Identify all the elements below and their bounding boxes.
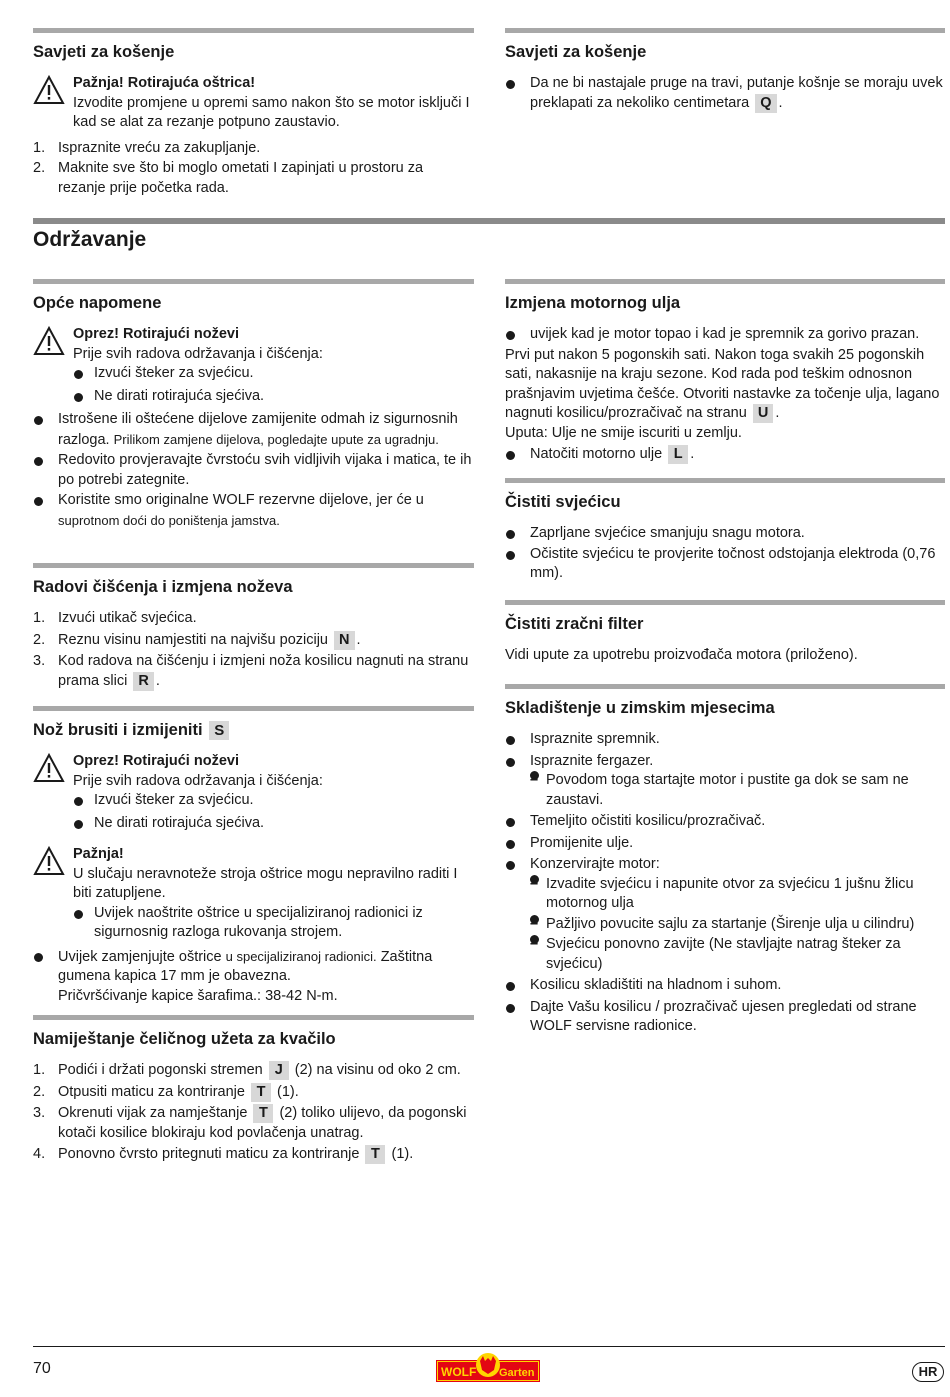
step-text: Izvući utikač svjećica. <box>58 610 197 626</box>
step-text: Otpusiti maticu za kontriranje <box>58 1083 245 1100</box>
section-title: Čistiti svjećicu <box>505 493 621 511</box>
bullet-text: Natočiti motorno ulje <box>530 446 663 462</box>
step-text: Ispraznite vreću za zakupljanje. <box>58 139 261 156</box>
figure-tag: U <box>753 404 773 423</box>
warning-icon <box>33 846 65 876</box>
list-item <box>505 445 945 465</box>
section-title: Skladištenje u zimskim mjesecima <box>505 699 775 717</box>
step-number: 1. <box>33 139 46 156</box>
step-text: Okrenuti vijak za namještanje <box>58 1105 248 1121</box>
figure-tag: T <box>253 1104 273 1123</box>
bullet-text: Konzervirajte motor: <box>530 856 660 872</box>
list-item: Uvijek naoštrite oštrice u specijaliziranoj radionici iz sigurnosnig razloga rukovanja strojem. <box>73 904 474 943</box>
list-item: Ispraznite spremnik. <box>505 730 945 750</box>
section-title <box>33 720 474 740</box>
section-title: Savjeti za košenje <box>33 43 175 61</box>
section-opce-napomene <box>33 279 474 532</box>
step-number: 3. <box>33 1105 46 1121</box>
warning-icon <box>33 75 65 105</box>
svg-text:Garten: Garten <box>499 1367 535 1379</box>
list-item <box>33 609 474 629</box>
bullet-list <box>33 947 474 1007</box>
paragraph: Vidi upute za upotrebu proizvođača motora (priloženo). <box>505 647 858 663</box>
figure-tag: N <box>334 631 354 650</box>
steps-list <box>33 139 474 199</box>
list-item <box>33 1145 474 1165</box>
list-item: Ne dirati rotirajuća sjećiva. <box>73 814 474 834</box>
bullet-text: Pričvršćivanje kapice šarafima.: 38-42 N-m. <box>58 987 338 1004</box>
section-bar <box>33 706 474 711</box>
step-number: 2. <box>33 631 46 648</box>
bullet-list <box>33 410 474 531</box>
section-zracni-filter <box>505 600 945 666</box>
bullet-list <box>505 325 945 345</box>
section-title: Čistiti zračni filter <box>505 615 644 633</box>
warning-block <box>33 845 474 943</box>
step-text: (1). <box>277 1083 299 1100</box>
section-bar <box>33 563 474 568</box>
punctuation: . <box>778 94 783 111</box>
section-savjeti-left <box>33 28 474 199</box>
bullet-note: suprotnom doći do poništenja jamstva. <box>58 512 280 528</box>
step-text: (2) na visinu od oko 2 cm. <box>294 1062 461 1078</box>
bullet-text: Uvijek zamjenjujte oštrice <box>58 948 222 965</box>
section-bar <box>33 28 474 33</box>
section-title: Opće napomene <box>33 294 162 312</box>
step-number: 2. <box>33 160 46 176</box>
step-text: Kod radova na čišćenju i izmjeni noža kosilicu nagnuti na stranu prama slici <box>58 653 469 689</box>
list-item: Izvući šteker za svjećicu. <box>73 364 474 384</box>
section-noz-brusiti <box>33 706 474 1007</box>
warning-text: Prije svih radova održavanja i čišćenja: <box>73 772 323 789</box>
list-item <box>33 159 474 198</box>
list-item <box>33 652 474 691</box>
section-bar <box>33 1015 474 1020</box>
section-svjecicu <box>505 478 945 585</box>
figure-tag: R <box>133 672 153 691</box>
list-item: – Povodom toga startajte motor i pustite ga dok se sam ne zaustavi. <box>530 771 945 810</box>
step-number: 2. <box>33 1083 46 1100</box>
bullet-note: Prilikom zamjene dijelova, pogledajte upute za ugradnju. <box>113 431 439 447</box>
figure-tag: S <box>209 721 229 740</box>
warning-block <box>33 752 474 833</box>
svg-text:WOLF: WOLF <box>441 1365 477 1379</box>
warning-bullets <box>73 904 474 943</box>
figure-tag: T <box>251 1083 271 1102</box>
list-item: Dajte Vašu kosilicu / prozračivač ujesen pregledati od strane WOLF servisne radionice. <box>505 998 945 1037</box>
warning-title: Oprez! Rotirajući noževi <box>73 326 239 342</box>
steps-list <box>33 609 474 691</box>
section-namjestanje <box>33 1015 474 1166</box>
paragraph <box>505 346 945 424</box>
section-title: Radovi čišćenja i izmjena noževa <box>33 578 293 596</box>
step-text: (2) toliko ulijevo, da pogonski kotači kosilice blokiraju kod povlačenja unatrag. <box>58 1105 467 1141</box>
paragraph-text: Prvi put nakon 5 pogonskih sati. Nakon toga svakih 25 pogonskih sati, nakasnije na kraju sezone. Kod rada pod teškim odnosnon prašnjavim uvjetima češće. Otvoriti nastavke za točenje ulja, lagano nagnuti kosilicu/prozračivač na stranu <box>505 346 940 421</box>
step-number: 3. <box>33 653 46 669</box>
language-badge: HR <box>912 1362 944 1382</box>
section-title: Izmjena motornog ulja <box>505 294 681 312</box>
page-number: 70 <box>33 1360 51 1377</box>
footer-rule <box>33 1346 945 1347</box>
bullet-list <box>505 730 945 1037</box>
section-title: Savjeti za košenje <box>505 43 647 61</box>
list-item: Zaprljane svjećice smanjuju snagu motora. <box>505 524 945 544</box>
list-item: uvijek kad je motor topao i kad je spremnik za gorivo prazan. <box>505 325 945 345</box>
list-item: Očistite svjećicu te provjerite točnost odstojanja elektroda (0,76 mm). <box>505 545 945 584</box>
list-item <box>33 410 474 450</box>
warning-block <box>33 325 474 406</box>
list-item <box>505 752 945 811</box>
punctuation: . <box>775 405 780 421</box>
punctuation: . <box>690 446 695 462</box>
step-number: 1. <box>33 1062 46 1078</box>
warning-title: Oprez! Rotirajući noževi <box>73 753 239 769</box>
figure-tag: L <box>668 445 688 464</box>
list-item: Izvući šteker za svjećicu. <box>73 791 474 811</box>
section-bar <box>505 279 945 284</box>
list-item: Ne dirati rotirajuća sjećiva. <box>73 387 474 407</box>
section-bar <box>33 279 474 284</box>
note-text: Uputa: Ulje ne smije iscuriti u zemlju. <box>505 424 742 441</box>
figure-tag: J <box>269 1061 289 1080</box>
list-item <box>33 491 474 531</box>
section-skladistenje <box>505 684 945 1038</box>
bullet-list <box>505 524 945 584</box>
section-bar <box>505 28 945 33</box>
figure-tag: Q <box>755 94 776 113</box>
list-item: Kosilicu skladištiti na hladnom i suhom. <box>505 976 945 996</box>
list-item: – Pažljivo povucite sajlu za startanje (Širenje ulja u cilindru) <box>530 915 945 935</box>
section-savjeti-right <box>505 28 945 114</box>
punctuation: . <box>356 631 361 648</box>
list-item <box>33 1083 474 1103</box>
list-item: – Izvadite svjećicu i napunite otvor za svjećicu 1 jušnu žlicu motornog ulja <box>530 875 945 914</box>
step-text: (1). <box>391 1146 414 1162</box>
list-item <box>33 631 474 651</box>
step-text: Maknite sve što bi moglo ometati I zapinjati u prostoru za rezanje prije početka rada. <box>58 160 424 196</box>
warning-block <box>33 74 474 133</box>
warning-icon <box>33 753 65 783</box>
punctuation: . <box>155 672 160 689</box>
main-heading: Održavanje <box>33 228 147 251</box>
steps-list <box>33 1061 474 1165</box>
section-title: Namiještanje čeličnog užeta za kvačilo <box>33 1030 336 1048</box>
section-title-text: Nož brusiti i izmijeniti <box>33 721 203 739</box>
dash-list <box>530 771 945 810</box>
bullet-text: Istrošene ili oštećene dijelove zamijenite odmah iz sigurnosnih razloga. <box>58 411 458 448</box>
list-item: Temeljito očistiti kosilicu/prozračivač. <box>505 812 945 832</box>
main-heading-bar <box>33 218 945 224</box>
section-bar <box>505 684 945 689</box>
list-item <box>33 139 474 159</box>
warning-title: Pažnja! <box>73 846 124 862</box>
step-number: 4. <box>33 1146 46 1162</box>
step-text: Reznu visinu namjestiti na najvišu poziciju <box>58 631 328 648</box>
list-item <box>505 74 945 113</box>
list-item: Promijenite ulje. <box>505 834 945 854</box>
bullet-note: u specijaliziranoj radionici. <box>225 948 377 964</box>
bullet-text: Zaštitna gumena kapica 17 mm je obavezna. <box>58 948 433 984</box>
step-text: Ponovno čvrsto pritegnuti maticu za kontriranje <box>58 1146 360 1162</box>
warning-title: Pažnja! Rotirajuća oštrica! <box>73 75 256 91</box>
bullet-text: Koristite smo originalne WOLF rezervne dijelove, jer će u <box>58 492 424 508</box>
wolf-garten-logo <box>436 1352 540 1384</box>
warning-text: U slučaju neravnoteže stroja oštrice mogu nepravilno raditi I biti zatupljene. <box>73 865 458 901</box>
dash-list <box>530 875 945 975</box>
figure-tag: T <box>365 1145 385 1164</box>
warning-icon <box>33 326 65 356</box>
bullet-text: Ispraznite fergazer. <box>530 752 654 769</box>
bullet-list <box>505 74 945 113</box>
list-item: Redovito provjeravajte čvrstoću svih vidljivih vijaka i matica, te ih po potrebi zategnite. <box>33 451 474 490</box>
section-bar <box>505 478 945 483</box>
list-item <box>505 855 945 974</box>
section-izmjena-ulja <box>505 279 945 466</box>
section-bar <box>505 600 945 605</box>
step-text: Podići i držati pogonski stremen <box>58 1062 263 1078</box>
warning-bullets <box>73 791 474 833</box>
warning-bullets <box>73 364 474 406</box>
list-item <box>33 947 474 1007</box>
bullet-list <box>505 445 945 465</box>
warning-text: Prije svih radova održavanja i čišćenja: <box>73 345 323 362</box>
warning-text: Izvodite promjene u opremi samo nakon što se motor isključi I kad se alat za rezanje potpuno zaustavio. <box>73 94 470 130</box>
list-item <box>33 1061 474 1081</box>
step-number: 1. <box>33 610 46 626</box>
section-radovi-ciscenja <box>33 563 474 692</box>
list-item: – Svjećicu ponovno zavijte (Ne stavljajte natrag šteker za svjećicu) <box>530 935 945 974</box>
list-item <box>33 1104 474 1143</box>
bullet-text: Da ne bi nastajale pruge na travi, putanje košnje se moraju uvek preklapati za nekoliko centimetara <box>530 75 943 111</box>
